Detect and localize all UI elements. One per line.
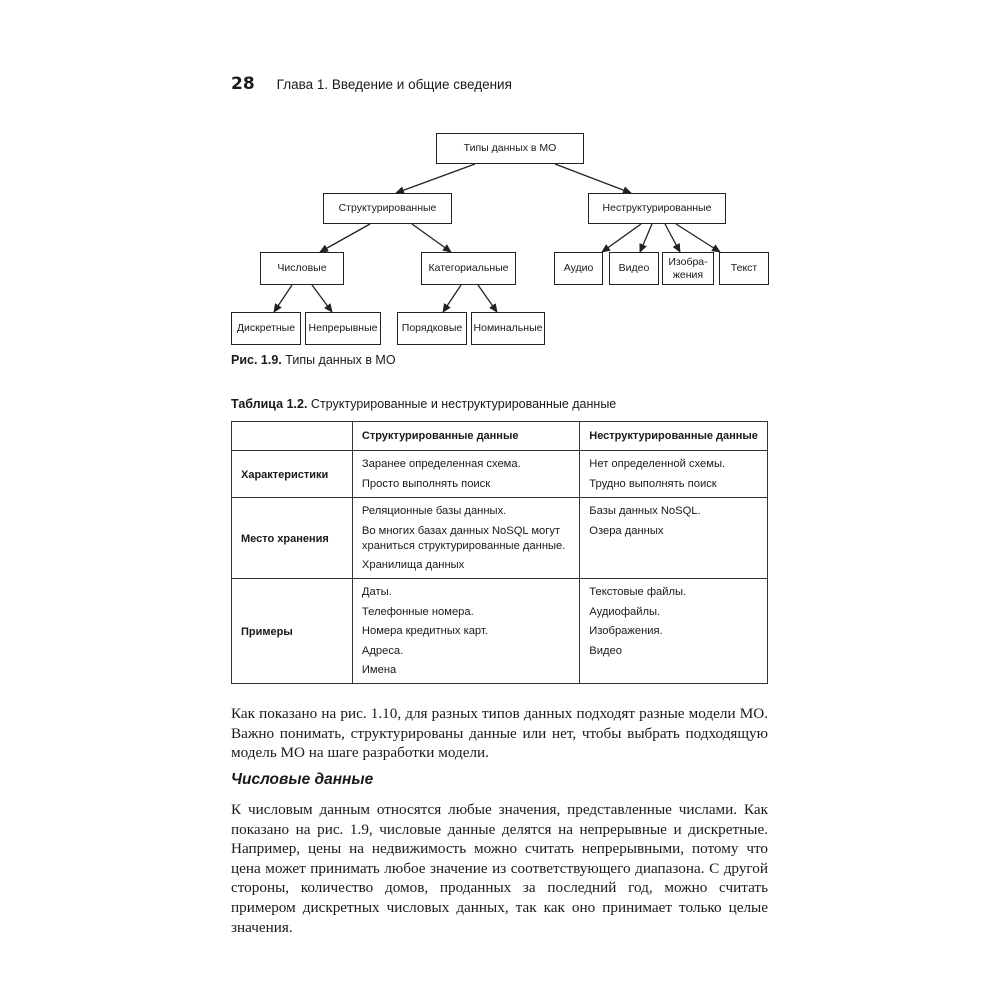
figure-caption bbox=[231, 353, 396, 367]
cell-line: Текстовые файлы. bbox=[589, 586, 687, 598]
arrow-unstructured-images bbox=[665, 224, 680, 252]
cell-line: Видео bbox=[589, 644, 622, 657]
cell-storage-structured bbox=[352, 498, 579, 579]
arrow-categorical-nominal bbox=[478, 285, 497, 312]
cell-line: Имена bbox=[361, 664, 397, 676]
figure-caption-text: Типы данных в МО bbox=[285, 353, 396, 367]
page-number: 28 bbox=[231, 74, 255, 94]
table-header-unstructured: Неструктурированные данные bbox=[580, 422, 768, 451]
table-caption bbox=[231, 397, 616, 411]
table-header-empty bbox=[232, 422, 353, 451]
arrow-categorical-ordinal bbox=[443, 285, 461, 312]
node-audio: Аудио bbox=[554, 252, 603, 285]
cell-examples-unstructured bbox=[580, 579, 768, 684]
cell-line: Просто выполнять поиск bbox=[361, 477, 491, 490]
body-paragraph-1: Как показано на рис. 1.10, для разных типов данных подходят разные модели МО. Важно понимать, структурированы данные или нет, чтобы выбрать подходящую модель МО на шаге разработки модели. bbox=[231, 705, 768, 762]
arrow-structured-numeric bbox=[320, 224, 370, 252]
cell-line: Нет определенной схемы. bbox=[589, 458, 726, 470]
table-row bbox=[232, 451, 768, 498]
data-types-diagram bbox=[0, 0, 1000, 360]
arrow-numeric-continuous bbox=[312, 285, 332, 312]
node-images bbox=[662, 252, 714, 285]
cell-line: Телефонные номера. bbox=[361, 605, 474, 618]
arrow-numeric-discrete bbox=[274, 285, 292, 312]
cell-line: Хранилища данных bbox=[361, 559, 465, 571]
cell-line: Во многих базах данных NoSQL могут храниться структурированные данные. bbox=[361, 524, 566, 552]
node-categorical: Категориальные bbox=[421, 252, 516, 285]
table-caption-text: Структурированные и неструктурированные данные bbox=[310, 397, 617, 411]
node-images-line2: жения bbox=[672, 268, 704, 281]
table-caption-label: Таблица 1.2. bbox=[231, 397, 308, 411]
node-root: Типы данных в МО bbox=[436, 133, 584, 164]
arrow-root-unstructured bbox=[555, 164, 631, 193]
cell-examples-structured bbox=[352, 579, 579, 684]
body-paragraph-2: К числовым данным относятся любые значения, представленные числами. Как показано на рис. 1.9, числовые данные делятся на непрерывные и дискретные. Например, цены на недвижимость можно считать непрерывными, потому что цена может принимать любое значение из соответствующего диапазона. С другой стороны, количество домов, проданных за последний год, можно считать примером дискретных числовых данных, так как оно принимает только целые значения. bbox=[231, 801, 768, 936]
cell-line: Даты. bbox=[361, 586, 392, 598]
cell-line: Изображения. bbox=[589, 625, 663, 637]
node-nominal: Номинальные bbox=[471, 312, 545, 345]
table-row bbox=[232, 579, 768, 684]
figure-caption-label: Рис. 1.9. bbox=[231, 353, 282, 367]
cell-characteristics-structured bbox=[352, 451, 579, 498]
node-discrete: Дискретные bbox=[231, 312, 301, 345]
running-title: Глава 1. Введение и общие сведения bbox=[276, 77, 512, 92]
node-text: Текст bbox=[719, 252, 769, 285]
cell-line: Реляционные базы данных. bbox=[361, 505, 507, 517]
comparison-table bbox=[231, 421, 768, 684]
row-label-characteristics: Характеристики bbox=[232, 451, 353, 498]
cell-line: Аудиофайлы. bbox=[589, 605, 661, 618]
cell-line: Озера данных bbox=[589, 524, 664, 537]
node-video: Видео bbox=[609, 252, 659, 285]
arrow-unstructured-video bbox=[640, 224, 652, 252]
node-numeric: Числовые bbox=[260, 252, 344, 285]
section-title: Числовые данные bbox=[231, 771, 374, 788]
node-ordinal: Порядковые bbox=[397, 312, 467, 345]
table-header-structured: Структурированные данные bbox=[352, 422, 579, 451]
arrow-unstructured-audio bbox=[602, 224, 641, 252]
cell-line: Заранее определенная схема. bbox=[361, 458, 521, 470]
cell-line: Номера кредитных карт. bbox=[361, 625, 488, 637]
cell-storage-unstructured bbox=[580, 498, 768, 579]
node-structured: Структурированные bbox=[323, 193, 452, 224]
arrow-structured-categorical bbox=[412, 224, 451, 252]
row-label-storage: Место хранения bbox=[232, 498, 353, 579]
table-row bbox=[232, 498, 768, 579]
cell-line: Адреса. bbox=[361, 644, 404, 657]
row-label-examples: Примеры bbox=[232, 579, 353, 684]
table-header-row bbox=[232, 422, 768, 451]
arrow-unstructured-text bbox=[676, 224, 720, 252]
cell-line: Трудно выполнять поиск bbox=[589, 477, 717, 490]
cell-line: Базы данных NoSQL. bbox=[589, 505, 701, 517]
arrow-root-structured bbox=[396, 164, 475, 193]
node-continuous: Непрерывные bbox=[305, 312, 381, 345]
cell-characteristics-unstructured bbox=[580, 451, 768, 498]
node-images-line1: Изобра- bbox=[668, 256, 708, 269]
node-unstructured: Неструктурированные bbox=[588, 193, 726, 224]
